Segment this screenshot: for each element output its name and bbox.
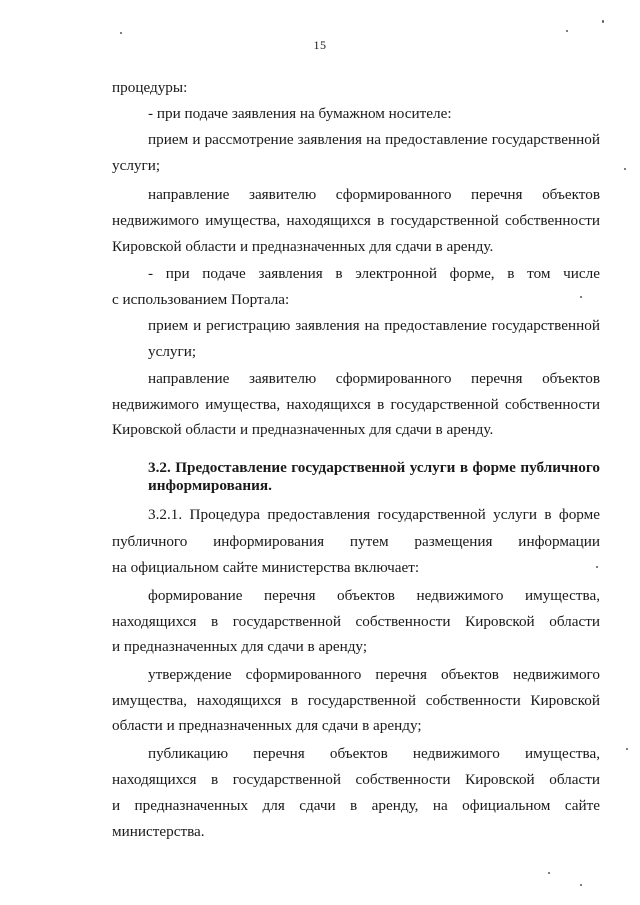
page-number: 15 <box>313 38 327 52</box>
text-line: прием и регистрацию заявления на предоставление государственной <box>148 317 600 334</box>
text-line: Кировской области и предназначенных для сдачи в аренду. <box>112 421 494 438</box>
text-line: - при подаче заявления на бумажном носителе: <box>148 105 452 122</box>
scan-speck <box>596 566 598 568</box>
text-line: прием и рассмотрение заявления на предоставление государственной <box>148 131 600 148</box>
scan-speck <box>566 30 568 32</box>
text-line: Кировской области и предназначенных для сдачи в аренду. <box>112 238 494 255</box>
scan-speck <box>602 20 604 23</box>
text-line: формирование перечня объектов недвижимого имущества, <box>148 587 600 604</box>
text-line: и предназначенных для сдачи в аренду, на официальном сайте <box>112 797 600 814</box>
text-line: с использованием Портала: <box>112 291 290 308</box>
text-line: имущества, находящихся в государственной собственности Кировской <box>112 692 600 709</box>
scan-speck <box>626 748 628 750</box>
text-line: публикацию перечня объектов недвижимого имущества, <box>148 745 600 762</box>
text-line: недвижимого имущества, находящихся в государственной собственности <box>112 396 600 413</box>
scan-speck <box>580 884 582 886</box>
scan-speck <box>120 32 122 34</box>
text-line: 3.2.1. Процедура предоставления государственной услуги в форме <box>148 506 600 523</box>
text-line: недвижимого имущества, находящихся в государственной собственности <box>112 212 600 229</box>
text-line: направление заявителю сформированного перечня объектов <box>148 370 600 387</box>
text-line: услуги; <box>112 157 161 174</box>
section-heading: информирования. <box>148 477 272 494</box>
scan-speck <box>580 296 582 298</box>
text-line: находящихся в государственной собственности Кировской области <box>112 613 600 630</box>
scan-speck <box>624 168 626 170</box>
text-line: утверждение сформированного перечня объектов недвижимого <box>148 666 600 683</box>
text-line: - при подаче заявления в электронной форме, в том числе <box>148 265 600 282</box>
text-line: на официальном сайте министерства включает: <box>112 559 420 576</box>
text-line: и предназначенных для сдачи в аренду; <box>112 638 368 655</box>
text-line: находящихся в государственной собственности Кировской области <box>112 771 600 788</box>
text-line: услуги; <box>148 343 197 360</box>
text-line: области и предназначенных для сдачи в аренду; <box>112 717 422 734</box>
text-line: публичного информирования путем размещения информации <box>112 533 600 550</box>
section-heading: 3.2. Предоставление государственной услуги в форме публичного <box>148 459 600 476</box>
text-line: направление заявителю сформированного перечня объектов <box>148 186 600 203</box>
scan-speck <box>548 872 550 874</box>
text-line: процедуры: <box>112 79 188 96</box>
text-line: министерства. <box>112 823 205 840</box>
